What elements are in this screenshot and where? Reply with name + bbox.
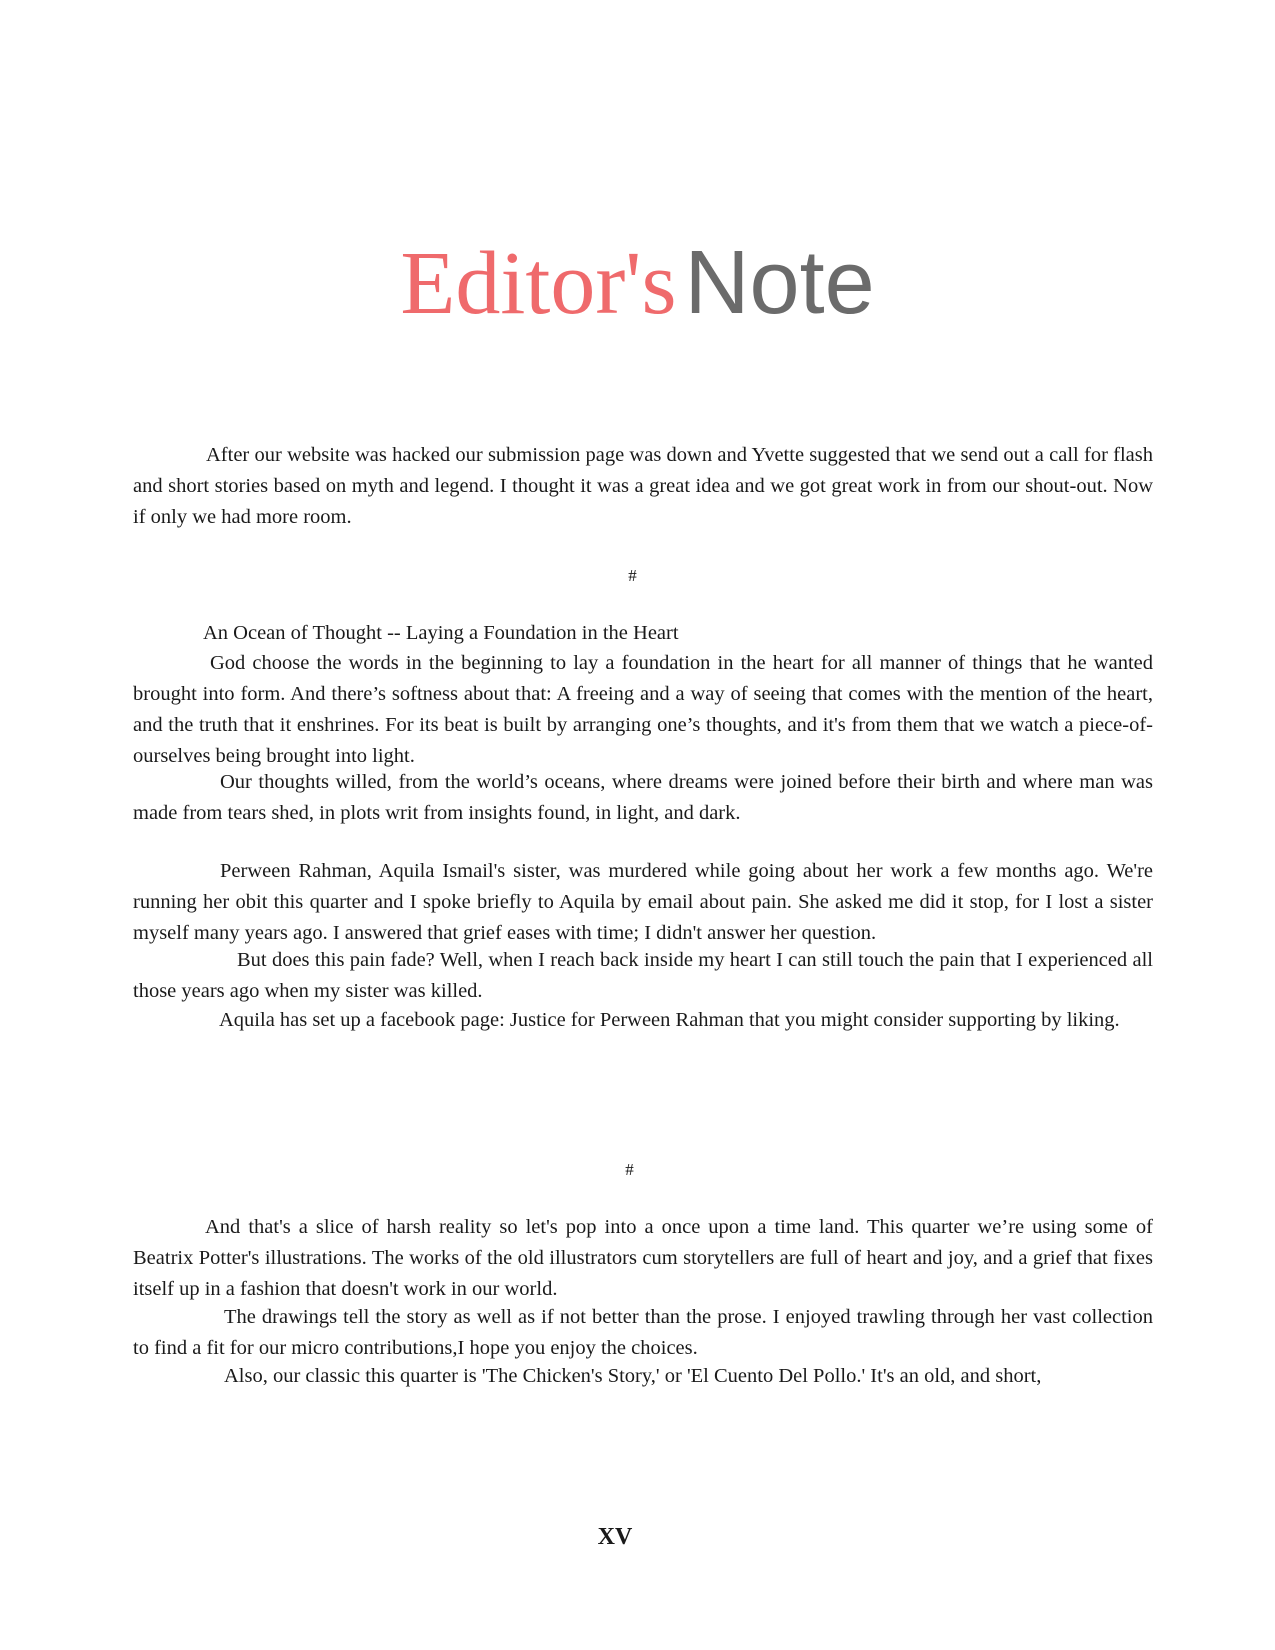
page-title <box>0 233 1275 333</box>
paragraph-subheading: An Ocean of Thought -- Laying a Foundation in the Heart <box>203 622 679 644</box>
paragraph-intro: After our website was hacked our submission page was down and Yvette suggested that we send out a call for flash and short stories based on myth and legend. I thought it was a great idea and we got great work in from our shout-out. Now if only we had more room. <box>133 444 1153 528</box>
title-accent-word: Editor's <box>400 234 677 333</box>
section-separator: # <box>625 1160 634 1179</box>
paragraph-drawings: The drawings tell the story as well as if not better than the prose. I enjoyed trawling through her vast collection to find a fit for our micro contributions,I hope you enjoy the choices. <box>133 1306 1153 1359</box>
paragraph-pain: But does this pain fade? Well, when I reach back inside my heart I can still touch the pain that I experienced all those years ago when my sister was killed. <box>133 949 1153 1002</box>
paragraph-facebook: Aquila has set up a facebook page: Justice for Perween Rahman that you might consider supporting by liking. <box>219 1009 1120 1031</box>
page-number: XV <box>597 1524 633 1550</box>
title-main-word: Note <box>684 233 875 333</box>
paragraph-potter: And that's a slice of harsh reality so let's pop into a once upon a time land. This quarter we’re using some of Beatrix Potter's illustrations. The works of the old illustrators cum storytellers are full of heart and joy, and a grief that fixes itself up in a fashion that doesn't work in our world. <box>133 1216 1153 1300</box>
section-separator: # <box>628 566 637 585</box>
paragraph-classic: Also, our classic this quarter is 'The Chicken's Story,' or 'El Cuento Del Pollo.' It's an old, and short, <box>224 1365 1042 1387</box>
paragraph-foundation: God choose the words in the beginning to lay a foundation in the heart for all manner of things that he wanted brought into form. And there’s softness about that: A freeing and a way of seeing that comes with the mention of the heart, and the truth that it enshrines. For its beat is built by arranging one’s thoughts, and it's from them that we watch a piece-of-ourselves being brought into light. <box>133 652 1153 767</box>
paragraph-thoughts: Our thoughts willed, from the world’s oceans, where dreams were joined before their birth and where man was made from tears shed, in plots writ from insights found, in light, and dark. <box>133 771 1153 824</box>
paragraph-perween: Perween Rahman, Aquila Ismail's sister, was murdered while going about her work a few months ago. We're running her obit this quarter and I spoke briefly to Aquila by email about pain. She asked me did it stop, for I lost a sister myself many years ago. I answered that grief eases with time; I didn't answer her question. <box>133 860 1153 944</box>
